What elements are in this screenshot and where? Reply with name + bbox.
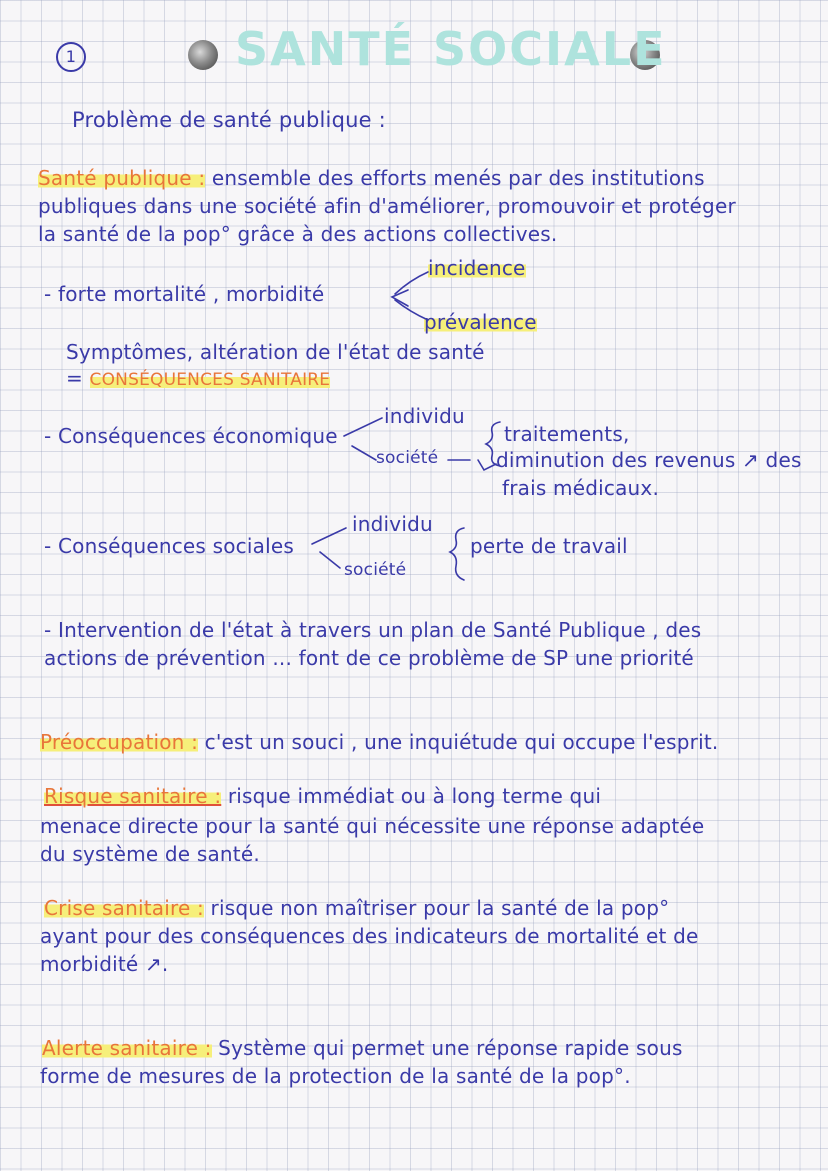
crise-line-3: morbidité ↗. <box>40 952 169 976</box>
social-societe: société <box>344 560 407 580</box>
risque-line-2: menace directe pour la santé qui nécessite une réponse adaptée <box>40 814 705 838</box>
economic-arrow <box>478 460 496 470</box>
symptoms-line-2: = CONSÉQUENCES SANITAIRE <box>66 366 331 390</box>
mortality-branch-bottom <box>395 300 428 320</box>
economic-individu: individu <box>384 404 465 428</box>
risque-line-1: Risque sanitaire : risque immédiat ou à long terme qui <box>44 784 602 808</box>
risque-term: Risque sanitaire : <box>44 784 222 808</box>
mortality-prevalence: prévalence <box>424 310 537 334</box>
consequences-sanitaire: CONSÉQUENCES SANITAIRE <box>89 370 331 390</box>
social-detail-1: perte de travail <box>470 534 628 558</box>
economic-branch-bottom <box>352 446 376 460</box>
definition-line-3: la santé de la pop° grâce à des actions collectives. <box>38 222 558 246</box>
mortality-branch-top <box>395 272 428 294</box>
symptoms-line-1: Symptômes, altération de l'état de santé <box>66 340 485 364</box>
social-brace <box>450 528 464 580</box>
economic-brace <box>486 422 500 466</box>
crise-line-1: Crise sanitaire : risque non maîtriser pour la santé de la pop° <box>44 896 670 920</box>
preoccupation-line: Préoccupation : c'est un souci , une inquiétude qui occupe l'esprit. <box>40 730 719 754</box>
economic-detail-1: traitements, <box>504 422 630 446</box>
economic-label: - Conséquences économique <box>44 424 338 448</box>
mortality-incidence: incidence <box>428 256 526 280</box>
crise-line-2: ayant pour des conséquences des indicateurs de mortalité et de <box>40 924 699 948</box>
risque-line-3: du système de santé. <box>40 842 260 866</box>
page-number: 1 <box>56 42 86 72</box>
preoccupation-term: Préoccupation : <box>40 730 199 754</box>
social-individu: individu <box>352 512 433 536</box>
definition-term: Santé publique : <box>38 166 206 190</box>
alerte-line-1: Alerte sanitaire : Système qui permet une réponse rapide sous <box>42 1036 683 1060</box>
economic-branch-top <box>344 418 382 436</box>
economic-societe: société <box>376 448 439 468</box>
page-title: SANTÉ SOCIALE <box>235 22 667 76</box>
social-label: - Conséquences sociales <box>44 534 294 558</box>
intervention-line-1: - Intervention de l'état à travers un plan de Santé Publique , des <box>44 618 702 642</box>
section-subtitle: Problème de santé publique : <box>72 108 386 132</box>
social-branch-bottom <box>320 552 340 568</box>
alerte-line-2: forme de mesures de la protection de la santé de la pop°. <box>40 1064 631 1088</box>
crise-term: Crise sanitaire : <box>44 896 204 920</box>
definition-line-1: Santé publique : ensemble des efforts menés par des institutions <box>38 166 705 190</box>
economic-detail-3: frais médicaux. <box>502 476 660 500</box>
mortality-label: - forte mortalité , morbidité <box>44 282 325 306</box>
alerte-term: Alerte sanitaire : <box>42 1036 212 1060</box>
economic-detail-2: diminution des revenus ↗ des <box>496 448 802 472</box>
intervention-line-2: actions de prévention ... font de ce problème de SP une priorité <box>44 646 694 670</box>
definition-line-2: publiques dans une société afin d'améliorer, promouvoir et protéger <box>38 194 736 218</box>
social-branch-top <box>312 528 346 544</box>
